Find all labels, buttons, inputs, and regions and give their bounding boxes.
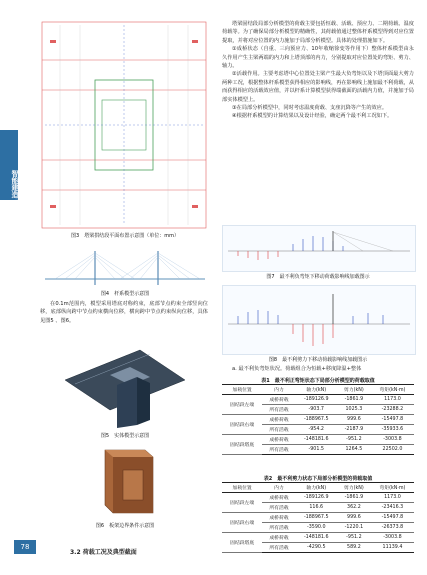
table-row <box>222 493 414 503</box>
side-label <box>3 170 19 254</box>
table-cell: -951.2 <box>337 435 371 445</box>
table-cell: 999.6 <box>337 415 371 425</box>
table-header: 弯矩(kN·m) <box>371 483 414 493</box>
table-row <box>222 513 414 523</box>
table-cell: 1025.3 <box>337 405 371 415</box>
figure-8-caption: 图8 最不利剪力下移动荷载影响线加载图示 <box>268 357 368 363</box>
figure-8-plot <box>222 285 416 355</box>
table-cell: -3590.0 <box>296 523 337 533</box>
table-row <box>222 435 414 445</box>
table-cell: 成桥荷载 <box>262 513 295 523</box>
table-cell: 116.6 <box>296 503 337 513</box>
table-cell: -3003.8 <box>371 533 414 543</box>
figure-6-caption: 图6 板架边界条件示意图 <box>95 523 155 529</box>
right-text-block <box>222 20 414 121</box>
table-cell: -148181.6 <box>296 435 337 445</box>
table-cell: -188967.5 <box>296 415 337 425</box>
table-cell: -35933.6 <box>371 425 414 435</box>
table-row <box>222 395 414 405</box>
table-header: 内力 <box>262 385 295 395</box>
table-cell: -23416.3 <box>371 503 414 513</box>
case-a-line: a. 最不利负弯矩状况。荷载组合为恒载+移度降温+整体 <box>232 366 362 372</box>
table-header: 加载位置 <box>222 385 262 395</box>
table-cell-position: 固结段右端 <box>222 513 262 533</box>
table-cell: 999.6 <box>337 513 371 523</box>
table-cell: 成桥荷载 <box>262 435 295 445</box>
figure-7-caption: 图7 最不利负弯矩下移动荷载影响线加载图示 <box>266 274 370 280</box>
left-paragraph <box>40 300 208 325</box>
table-header: 剪力(kN) <box>337 385 371 395</box>
table-cell-position: 固结段左端 <box>222 395 262 415</box>
table-cell: 成桥荷载 <box>262 395 295 405</box>
table-cell: -2187.9 <box>337 425 371 435</box>
table-cell: -3003.8 <box>371 435 414 445</box>
right-paragraph: ①成桥状态（自重、三向预应力、10年收缩徐变等作用下）整体杆系模型由永久作用产生主梁两端的内力和上塔顶部的内力，分别提取对应位置处的弯矩、剪力、轴力。 <box>222 46 414 70</box>
table-cell-position: 固结段塔底 <box>222 533 262 553</box>
table-cell: 所有活载 <box>262 445 295 455</box>
table-cell: 所有活载 <box>262 543 295 553</box>
figure-6-drawing <box>75 445 175 520</box>
table-cell: -954.2 <box>296 425 337 435</box>
table-cell: 589.2 <box>337 543 371 553</box>
table-cell: -188967.5 <box>296 513 337 523</box>
table-cell: -26373.8 <box>371 523 414 533</box>
table-cell-position: 固结段塔底 <box>222 435 262 455</box>
table-cell: 1173.0 <box>371 493 414 503</box>
figure-5-caption: 图5 实体模型示意图 <box>100 433 150 439</box>
side-subtitle: 建筑结构研究与应用 <box>12 199 19 254</box>
figure-4-caption: 图4 杆系模型示意图 <box>100 291 150 297</box>
table-cell: -148181.6 <box>296 533 337 543</box>
table-1-grid <box>222 384 414 455</box>
table-cell: -4290.5 <box>296 543 337 553</box>
table-header: 轴力(kN) <box>296 483 337 493</box>
table-cell: 11139.4 <box>371 543 414 553</box>
figure-3-caption: 图3 塔梁拱结段平面布置示意图（单位：mm） <box>71 233 179 239</box>
case-a-text <box>222 365 414 373</box>
page-number: 78 <box>14 540 36 554</box>
table-cell: -23288.2 <box>371 405 414 415</box>
table-2 <box>222 475 414 553</box>
table-cell: 所有活载 <box>262 503 295 513</box>
table-cell: 362.2 <box>337 503 371 513</box>
table-cell: 所有活载 <box>262 405 295 415</box>
table-cell: -1861.9 <box>337 395 371 405</box>
table-cell: -15497.8 <box>371 415 414 425</box>
table-row <box>222 533 414 543</box>
table-header: 内力 <box>262 483 295 493</box>
table-cell: -901.5 <box>296 445 337 455</box>
table-1 <box>222 377 414 455</box>
table-cell: 成桥荷载 <box>262 493 295 503</box>
table-cell: 成桥荷载 <box>262 533 295 543</box>
left-paragraph-text: 在0.1m范围内，模型采用塔底对称约束，底部节点约束全部竖向位移，底部纵向跨中节点约束横向位移，横向跨中节点约束纵向位移，具体见图5 、图6。 <box>40 301 208 324</box>
table-header: 加载位置 <box>222 483 262 493</box>
figure-7-plot <box>222 225 416 272</box>
table-cell: 1264.5 <box>337 445 371 455</box>
figure-5-drawing <box>55 340 195 430</box>
table-cell-position: 固结段右端 <box>222 415 262 435</box>
section-heading: 3.2 荷载工况及典型截面 <box>70 549 137 556</box>
table-cell: 成桥荷载 <box>262 415 295 425</box>
table-cell: 所有活载 <box>262 425 295 435</box>
table-cell: 1173.0 <box>371 395 414 405</box>
side-title: 智能建造 <box>11 170 19 198</box>
table-cell: -951.2 <box>337 533 371 543</box>
table-cell: -1861.9 <box>337 493 371 503</box>
table-cell: -189126.9 <box>296 395 337 405</box>
right-paragraph: ②活载作用。主要考虑塔中心位置处主梁产生最大负弯矩以及下塔顶面最大剪力两种工况，根据整体杆系模型获得相应的影响线，再在影响线上施加最不利荷载，从而获得相应的活载效应值，并以杆系计算模型获得端截面的活载内力值，并施加于局部实体模型上。 <box>222 71 414 103</box>
table-cell: -1220.1 <box>337 523 371 533</box>
table-cell: -189126.9 <box>296 493 337 503</box>
right-paragraph: ③在局部分析模型中，同时考虑温度荷载、支座沉降等产生的效应。 <box>232 105 388 112</box>
table-cell: -15497.8 <box>371 513 414 523</box>
table-cell-position: 固结段左端 <box>222 493 262 513</box>
right-paragraph: 塔梁固结段局部分析模型的荷载主要包括恒载、活载、预应力、二期荷载、温度荷载等。为了确保局部分析模型的精确性，其荷载值通过整体杆系模型得到对应位置提取，并将对应位置的内力施加于局部分析模型。具体的处理措施如下。 <box>222 21 414 44</box>
table-row <box>222 415 414 425</box>
figure-4-drawing <box>40 245 210 290</box>
table-cell: 所有活载 <box>262 523 295 533</box>
table-cell: -903.7 <box>296 405 337 415</box>
table-1-title: 表1 最不利正弯矩状态下局部分析模型的荷载取值 <box>261 378 375 384</box>
table-header: 剪力(kN) <box>337 483 371 493</box>
figure-3-drawing <box>40 20 208 230</box>
table-cell: 22502.0 <box>371 445 414 455</box>
table-2-grid <box>222 482 414 553</box>
table-header: 轴力(kN) <box>296 385 337 395</box>
table-header: 弯矩(kN·m) <box>371 385 414 395</box>
table-2-title: 表2 最不利剪力状态下局部分析模型的荷载取值 <box>263 476 373 482</box>
right-paragraph: ④根据杆系模型的计算结果以及设计经验，确定两个最不利工况如下。 <box>232 113 393 120</box>
